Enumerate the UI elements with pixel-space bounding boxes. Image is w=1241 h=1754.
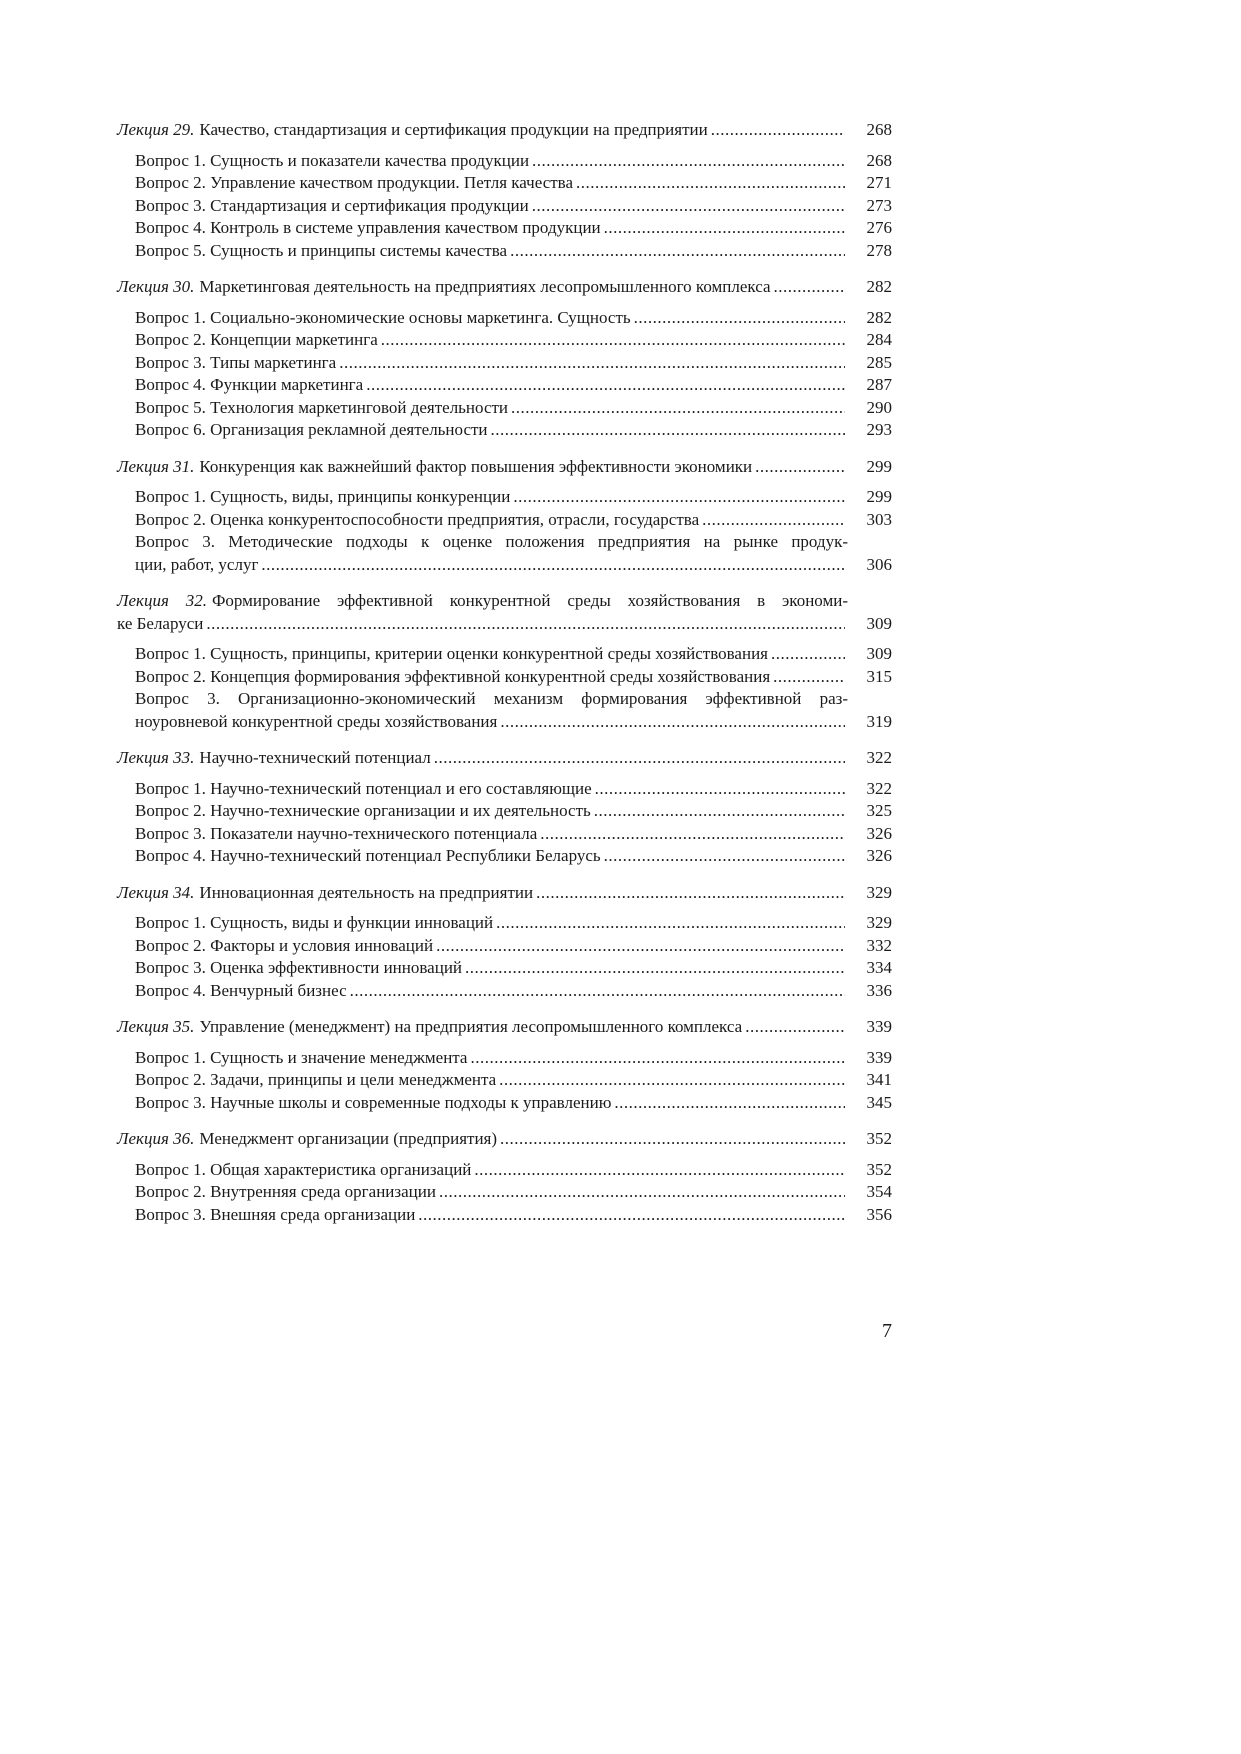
lecture-row xyxy=(117,456,892,479)
entry-title: Вопрос 3. Внешняя среда организации xyxy=(135,1204,416,1224)
entry-body xyxy=(117,1204,848,1227)
entry-body xyxy=(117,980,848,1003)
lecture-row xyxy=(117,1016,892,1039)
entry-title: Вопрос 1. Сущность, принципы, критерии оценки конкурентной среды хозяйствования xyxy=(135,644,768,663)
entry-body xyxy=(117,800,848,823)
dot-leader xyxy=(634,307,845,330)
lecture-row xyxy=(117,1128,892,1151)
entry-title: Маркетинговая деятельность на предприятиях лесопромышленного комплекса xyxy=(199,277,771,296)
entry-title-part: Формирование эффективной конкурентной среды хозяйствования в экономи- xyxy=(212,591,848,610)
entry-title: Вопрос 1. Научно-технический потенциал и его составляющие xyxy=(135,778,592,798)
entry-body xyxy=(117,1069,848,1092)
entry-title: Вопрос 1. Сущность и показатели качества продукции xyxy=(135,150,530,170)
toc-section xyxy=(117,1128,892,1226)
question-row xyxy=(117,1159,892,1182)
question-row xyxy=(117,150,892,173)
lecture-entry xyxy=(117,882,892,905)
lecture-entry xyxy=(117,119,892,142)
question-row xyxy=(117,1047,892,1070)
dot-leader xyxy=(510,240,845,263)
entry-title: Вопрос 1. Сущность и значение менеджмента xyxy=(135,1047,468,1067)
dot-leader xyxy=(576,172,845,195)
page-ref: 271 xyxy=(866,173,892,192)
dot-leader xyxy=(702,509,845,532)
entry-title: ноуровневой конкурентной среды хозяйствования xyxy=(135,711,498,731)
lecture-row xyxy=(117,119,892,142)
question-row xyxy=(117,1092,892,1115)
page-ref: 309 xyxy=(866,644,892,663)
entry-title: Вопрос 1. Общая характеристика организаций xyxy=(135,1159,472,1179)
lecture-row xyxy=(117,276,892,299)
question-list xyxy=(117,150,892,263)
dot-leader xyxy=(594,800,845,823)
question-list xyxy=(117,1159,892,1227)
page-ref: 336 xyxy=(866,980,892,1000)
entry-title: Научно-технический потенциал xyxy=(199,748,431,767)
entry-body xyxy=(117,329,848,352)
entry-title: Вопрос 4. Научно-технический потенциал Республики Беларусь xyxy=(135,846,601,865)
entry-title: Вопрос 2. Факторы и условия инноваций xyxy=(135,935,434,955)
entry-title: Вопрос 3. Научные школы и современные подходы к управлению xyxy=(135,1092,612,1112)
lecture-entry xyxy=(117,747,892,770)
page-ref: 339 xyxy=(866,1017,892,1036)
dot-leader xyxy=(500,1128,845,1151)
question-list xyxy=(117,1047,892,1115)
entry-body xyxy=(117,935,848,958)
dot-leader xyxy=(439,1181,845,1204)
page-ref: 293 xyxy=(866,420,892,439)
question-row xyxy=(117,329,892,352)
question-row xyxy=(117,957,892,980)
question-row xyxy=(117,172,892,195)
page-ref: 303 xyxy=(866,509,892,529)
question-list xyxy=(117,778,892,868)
dot-leader xyxy=(745,1016,845,1039)
dot-leader xyxy=(339,352,845,375)
question-row xyxy=(117,643,892,666)
page-ref: 356 xyxy=(866,1204,892,1224)
entry-body xyxy=(117,240,848,263)
question-row xyxy=(117,845,892,868)
dot-leader xyxy=(536,882,845,905)
entry-title-line xyxy=(117,590,892,613)
entry-body xyxy=(117,1128,848,1151)
page-ref: 282 xyxy=(866,307,892,327)
dot-leader xyxy=(604,217,845,240)
lecture-entry xyxy=(117,1128,892,1151)
toc-section xyxy=(117,119,892,262)
page-ref: 352 xyxy=(866,1129,892,1148)
entry-body xyxy=(117,1159,848,1182)
entry-body xyxy=(117,1016,848,1039)
entry-title: Вопрос 2. Управление качеством продукции. Петля качества xyxy=(135,173,574,192)
page-ref: 309 xyxy=(866,613,892,633)
page-ref: 334 xyxy=(866,958,892,977)
dot-leader xyxy=(206,613,845,636)
entry-title: Вопрос 2. Научно-технические организации и их деятельность xyxy=(135,801,591,820)
entry-body xyxy=(117,419,848,442)
question-row xyxy=(117,509,892,532)
page-ref: 319 xyxy=(866,711,892,731)
entry-title: Вопрос 2. Концепции маркетинга xyxy=(135,330,378,349)
dot-leader xyxy=(604,845,845,868)
lecture-entry xyxy=(117,456,892,479)
entry-title: ции, работ, услуг xyxy=(135,554,259,574)
entry-body xyxy=(117,1092,848,1115)
lecture-entry xyxy=(117,276,892,299)
lecture-row xyxy=(117,747,892,770)
dot-leader xyxy=(540,823,845,846)
page-ref: 268 xyxy=(866,120,892,139)
question-row xyxy=(117,666,892,689)
entry-body xyxy=(117,666,848,689)
dot-leader xyxy=(595,778,845,801)
toc-section xyxy=(117,882,892,1003)
dot-leader xyxy=(418,1204,845,1227)
question-list xyxy=(117,486,892,576)
entry-title: Вопрос 3. Типы маркетинга xyxy=(135,352,337,372)
lecture-row xyxy=(117,613,892,636)
entry-title: Вопрос 1. Сущность, виды, принципы конкуренции xyxy=(135,487,511,506)
entry-title-line: Вопрос 3. Организационно-экономический механизм формирования эффективной раз- xyxy=(135,689,848,708)
entry-body xyxy=(117,643,848,666)
entry-title: Управление (менеджмент) на предприятия лесопромышленного комплекса xyxy=(199,1017,743,1036)
dot-leader xyxy=(513,486,845,509)
page-ref: 352 xyxy=(866,1159,892,1179)
page-ref: 322 xyxy=(866,778,892,798)
entry-title: Инновационная деятельность на предприятии xyxy=(199,882,534,902)
page-ref: 354 xyxy=(866,1182,892,1201)
question-row xyxy=(117,1204,892,1227)
question-row xyxy=(117,307,892,330)
dot-leader xyxy=(499,1069,845,1092)
dot-leader xyxy=(474,1159,845,1182)
entry-title: ке Беларуси xyxy=(117,613,204,633)
entry-title: Вопрос 2. Задачи, принципы и цели менеджмента xyxy=(135,1070,497,1089)
entry-body xyxy=(117,119,848,142)
page-ref: 329 xyxy=(866,913,892,932)
entry-title-line: Вопрос 3. Методические подходы к оценке положения предприятия на рынке продук- xyxy=(135,532,848,551)
entry-title: Вопрос 4. Венчурный бизнес xyxy=(135,980,347,1000)
entry-body xyxy=(117,778,848,801)
lecture-label: Лекция 36. xyxy=(117,1129,195,1148)
question-row xyxy=(117,554,892,577)
page-ref: 332 xyxy=(866,935,892,955)
question-row xyxy=(117,823,892,846)
entry-body xyxy=(117,882,848,905)
entry-title: Вопрос 4. Контроль в системе управления качеством продукции xyxy=(135,218,601,237)
dot-leader xyxy=(774,276,845,299)
entry-body xyxy=(117,554,848,577)
entry-body xyxy=(117,352,848,375)
entry-body xyxy=(117,957,848,980)
entry-body xyxy=(117,845,848,868)
dot-leader xyxy=(755,456,845,479)
lecture-label: Лекция 33. xyxy=(117,748,195,767)
entry-body xyxy=(117,711,848,734)
dot-leader xyxy=(500,711,845,734)
entry-title: Вопрос 6. Организация рекламной деятельности xyxy=(135,420,488,439)
entry-body xyxy=(117,374,848,397)
entry-title: Вопрос 3. Показатели научно-технического потенциала xyxy=(135,823,538,843)
page-ref: 299 xyxy=(866,456,892,476)
page-ref: 326 xyxy=(866,846,892,865)
dot-leader xyxy=(496,912,845,935)
page-ref: 345 xyxy=(866,1092,892,1112)
dot-leader xyxy=(771,643,845,666)
page-ref: 315 xyxy=(866,666,892,686)
entry-body xyxy=(117,747,848,770)
dot-leader xyxy=(532,195,845,218)
entry-title: Качество, стандартизация и сертификация продукции на предприятии xyxy=(199,120,708,139)
question-list xyxy=(117,307,892,442)
question-row xyxy=(117,1181,892,1204)
question-row xyxy=(117,217,892,240)
entry-body xyxy=(117,912,848,935)
lecture-label: Лекция 35. xyxy=(117,1017,195,1036)
page-ref: 285 xyxy=(866,352,892,372)
entry-title: Менеджмент организации (предприятия) xyxy=(199,1129,498,1148)
dot-leader xyxy=(773,666,845,689)
page-ref: 306 xyxy=(866,554,892,574)
question-row xyxy=(117,195,892,218)
entry-title: Вопрос 5. Сущность и принципы системы качества xyxy=(135,240,508,260)
question-row xyxy=(117,980,892,1003)
entry-title: Вопрос 2. Оценка конкурентоспособности предприятия, отрасли, государства xyxy=(135,509,700,529)
entry-title: Конкуренция как важнейший фактор повышения эффективности экономики xyxy=(199,456,753,476)
page-ref: 290 xyxy=(866,397,892,417)
entry-title: Вопрос 5. Технология маркетинговой деятельности xyxy=(135,397,509,417)
page-ref: 282 xyxy=(866,277,892,296)
toc-section xyxy=(117,590,892,733)
entry-title: Вопрос 1. Социально-экономические основы маркетинга. Сущность xyxy=(135,307,631,327)
entry-title: Вопрос 2. Внутренняя среда организации xyxy=(135,1182,436,1201)
page-ref: 329 xyxy=(866,882,892,902)
entry-body xyxy=(117,276,848,299)
toc-section xyxy=(117,276,892,442)
lecture-row xyxy=(117,882,892,905)
lecture-label: Лекция 31. xyxy=(117,456,195,476)
question-row xyxy=(117,240,892,263)
lecture-label: Лекция 32. xyxy=(117,591,207,610)
dot-leader xyxy=(614,1092,845,1115)
dot-leader xyxy=(434,747,845,770)
entry-body xyxy=(117,456,848,479)
entry-body xyxy=(117,307,848,330)
entry-title: Вопрос 3. Стандартизация и сертификация продукции xyxy=(135,195,529,215)
lecture-entry xyxy=(117,1016,892,1039)
question-row xyxy=(117,800,892,823)
entry-body xyxy=(117,217,848,240)
lecture-label: Лекция 30. xyxy=(117,277,195,296)
question-row xyxy=(117,1069,892,1092)
dot-leader xyxy=(381,329,845,352)
dot-leader xyxy=(470,1047,845,1070)
page-ref: 322 xyxy=(866,748,892,767)
entry-body xyxy=(117,195,848,218)
toc-section xyxy=(117,747,892,868)
question-row xyxy=(117,397,892,420)
page-ref: 284 xyxy=(866,330,892,349)
page-ref: 325 xyxy=(866,801,892,820)
lecture-label: Лекция 29. xyxy=(117,120,195,139)
question-row xyxy=(117,374,892,397)
entry-body xyxy=(117,397,848,420)
dot-leader xyxy=(711,119,845,142)
question-row xyxy=(117,419,892,442)
table-of-contents xyxy=(117,119,892,1240)
dot-leader xyxy=(261,554,845,577)
page-ref: 278 xyxy=(866,240,892,260)
question-row xyxy=(117,912,892,935)
entry-title: Вопрос 3. Оценка эффективности инноваций xyxy=(135,958,463,977)
page-ref: 273 xyxy=(866,195,892,215)
page-ref: 341 xyxy=(866,1070,892,1089)
page-ref: 299 xyxy=(866,487,892,506)
page-ref: 276 xyxy=(866,218,892,237)
question-row xyxy=(117,711,892,734)
entry-body xyxy=(117,1047,848,1070)
entry-body xyxy=(117,613,848,636)
dot-leader xyxy=(350,980,845,1003)
entry-body xyxy=(117,150,848,173)
lecture-entry xyxy=(117,590,892,635)
dot-leader xyxy=(491,419,845,442)
question-row xyxy=(117,935,892,958)
page-ref: 339 xyxy=(866,1047,892,1067)
entry-title: Вопрос 2. Концепция формирования эффективной конкурентной среды хозяйствования xyxy=(135,666,771,686)
dot-leader xyxy=(511,397,845,420)
page-number: 7 xyxy=(882,1320,892,1342)
entry-body xyxy=(117,823,848,846)
dot-leader xyxy=(532,150,845,173)
entry-body xyxy=(117,486,848,509)
question-row xyxy=(117,352,892,375)
page-ref: 326 xyxy=(866,823,892,843)
question-row xyxy=(117,778,892,801)
toc-section xyxy=(117,1016,892,1114)
entry-title: Вопрос 1. Сущность, виды и функции инноваций xyxy=(135,913,494,932)
toc-section xyxy=(117,456,892,577)
page-ref: 268 xyxy=(866,150,892,170)
question-list xyxy=(117,912,892,1002)
entry-body xyxy=(117,1181,848,1204)
page-ref: 287 xyxy=(866,375,892,394)
lecture-label: Лекция 34. xyxy=(117,882,195,902)
entry-title: Вопрос 4. Функции маркетинга xyxy=(135,375,364,394)
dot-leader xyxy=(465,957,845,980)
entry-body xyxy=(117,172,848,195)
entry-body xyxy=(117,509,848,532)
dot-leader xyxy=(366,374,845,397)
question-list xyxy=(117,643,892,733)
dot-leader xyxy=(436,935,845,958)
question-row xyxy=(117,486,892,509)
